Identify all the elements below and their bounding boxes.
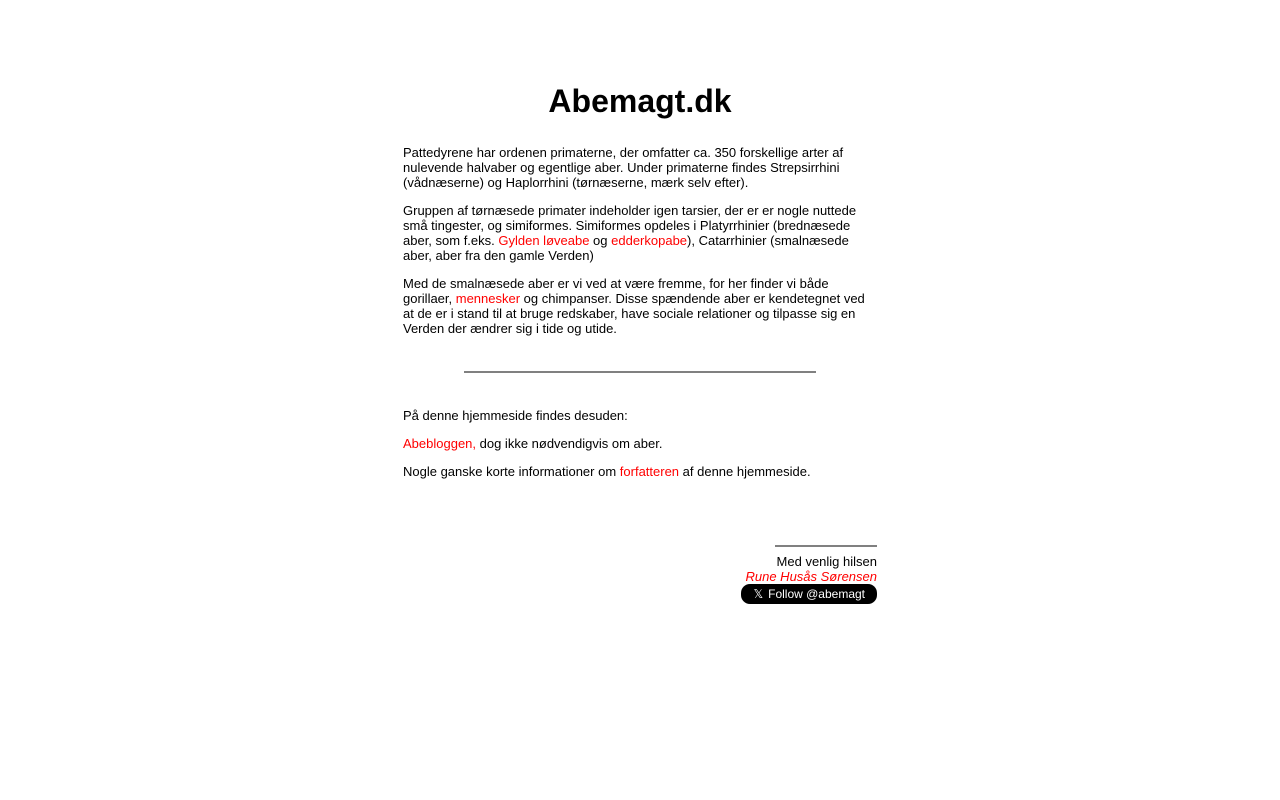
- author-name-link[interactable]: Rune Husås Sørensen: [745, 569, 877, 584]
- link-forfatteren[interactable]: forfatteren: [619, 464, 680, 479]
- text: Med de smalnæsede aber er vi ved at være fremme, for her finder vi både gorillaer,: [403, 276, 829, 306]
- page-title: Abemagt.dk: [548, 83, 732, 119]
- follow-label: Follow @abemagt: [768, 586, 865, 601]
- author-line: [403, 464, 877, 479]
- more-section: [403, 408, 877, 492]
- text: ), Catarrhinier (smalnæsede aber, aber fra den gamle Verden): [403, 233, 849, 263]
- text: og chimpanser. Disse spændende aber er kendetegnet ved at de er i stand til at bruge redskaber, have sociale relationer og tilpasse sig en Verden der ændrer sig i tide og utide.: [403, 291, 865, 336]
- greeting: Med venlig hilsen: [776, 554, 877, 569]
- blog-line: [403, 436, 877, 451]
- link-edderkopabe[interactable]: edderkopabe: [611, 233, 688, 248]
- link-gylden-loveabe[interactable]: Gylden løveabe: [498, 233, 590, 248]
- text: dog ikke nødvendigvis om aber.: [476, 436, 663, 451]
- text: og: [589, 233, 612, 248]
- text: af denne hjemmeside.: [679, 464, 811, 479]
- x-logo-icon: 𝕏: [753, 586, 764, 601]
- paragraph-2: [403, 203, 877, 263]
- text: Nogle ganske korte informationer om: [403, 464, 620, 479]
- intro-text: [403, 145, 877, 349]
- signature-divider: [775, 545, 877, 547]
- text: Gruppen af tørnæsede primater indeholder igen tarsier, der er er nogle nuttede små tingester, og simiformes. Simiformes opdeles i Platyrrhinier (brednæsede aber, som f.eks.: [403, 203, 857, 248]
- twitter-follow-button[interactable]: [741, 584, 877, 604]
- more-intro: På denne hjemmeside findes desuden:: [403, 408, 628, 423]
- paragraph-1: Pattedyrene har ordenen primaterne, der omfatter ca. 350 forskellige arter af nulevende halvaber og egentlige aber. Under primaterne findes Strepsirrhini (vådnæserne) og Haplorrhini (tørnæserne, mærk selv efter).: [403, 145, 844, 190]
- divider: [464, 371, 816, 373]
- signature: [741, 554, 877, 604]
- link-abebloggen[interactable]: Abebloggen,: [403, 436, 477, 451]
- paragraph-3: [403, 276, 877, 336]
- link-mennesker[interactable]: mennesker: [455, 291, 521, 306]
